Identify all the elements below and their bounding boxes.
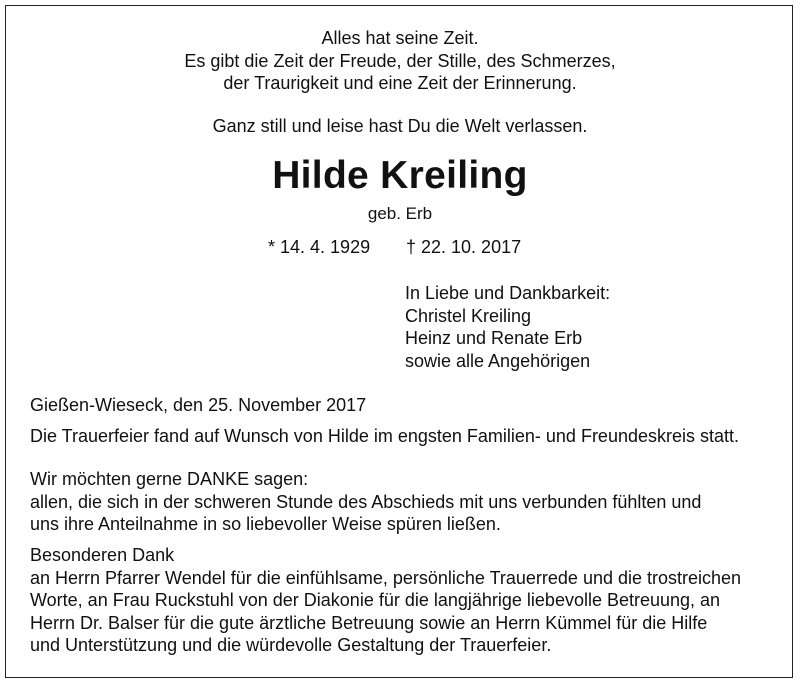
poem-line-2: Es gibt die Zeit der Freude, der Stille, des Schmerzes, [184,50,616,71]
deceased-name: Hilde Kreiling [272,154,528,197]
poem-line-1: Alles hat seine Zeit. [321,28,479,48]
death-date: † 22. 10. 2017 [406,237,522,257]
poem [0,27,800,95]
special-thanks-line-1: an Herrn Pfarrer Wendel für die einfühlsame, persönliche Trauerrede und die trostreichen [30,567,742,588]
farewell-line: Ganz still und leise hast Du die Welt verlassen. [212,116,588,136]
mourner-name: sowie alle Angehörigen [405,350,591,371]
poem-line-3: der Traurigkeit und eine Zeit der Erinnerung. [223,73,577,93]
special-thanks-line-3: Herrn Dr. Balser für die gute ärztliche Betreuung sowie an Herrn Kümmel für die Hilfe [30,612,708,633]
thanks-section [30,468,778,536]
thanks-line-2: uns ihre Anteilnahme in so liebevoller Weise spüren ließen. [30,514,501,534]
mourners-block [405,282,610,372]
birth-date: * 14. 4. 1929 [268,237,371,257]
mourners-intro: In Liebe und Dankbarkeit: [405,283,611,303]
funeral-note: Die Trauerfeier fand auf Wunsch von Hilde im engsten Familien- und Freundeskreis statt. [30,426,740,446]
special-thanks-line-4: und Unterstützung und die würdevolle Gestaltung der Trauerfeier. [30,635,552,655]
place-date: Gießen-Wieseck, den 25. November 2017 [30,395,367,415]
mourner-name: Heinz und Renate Erb [405,328,583,348]
special-thanks-section [30,544,778,657]
special-thanks-line-2: Worte, an Frau Ruckstuhl von der Diakonie für die langjährige liebevolle Betreuung, an [30,590,721,610]
thanks-line-1: allen, die sich in der schweren Stunde des Abschieds mit uns verbunden fühlten und [30,491,702,512]
special-thanks-heading: Besonderen Dank [30,545,175,565]
thanks-heading: Wir möchten gerne DANKE sagen: [30,469,309,489]
maiden-name: geb. Erb [367,204,433,223]
mourner-name: Christel Kreiling [405,305,532,326]
